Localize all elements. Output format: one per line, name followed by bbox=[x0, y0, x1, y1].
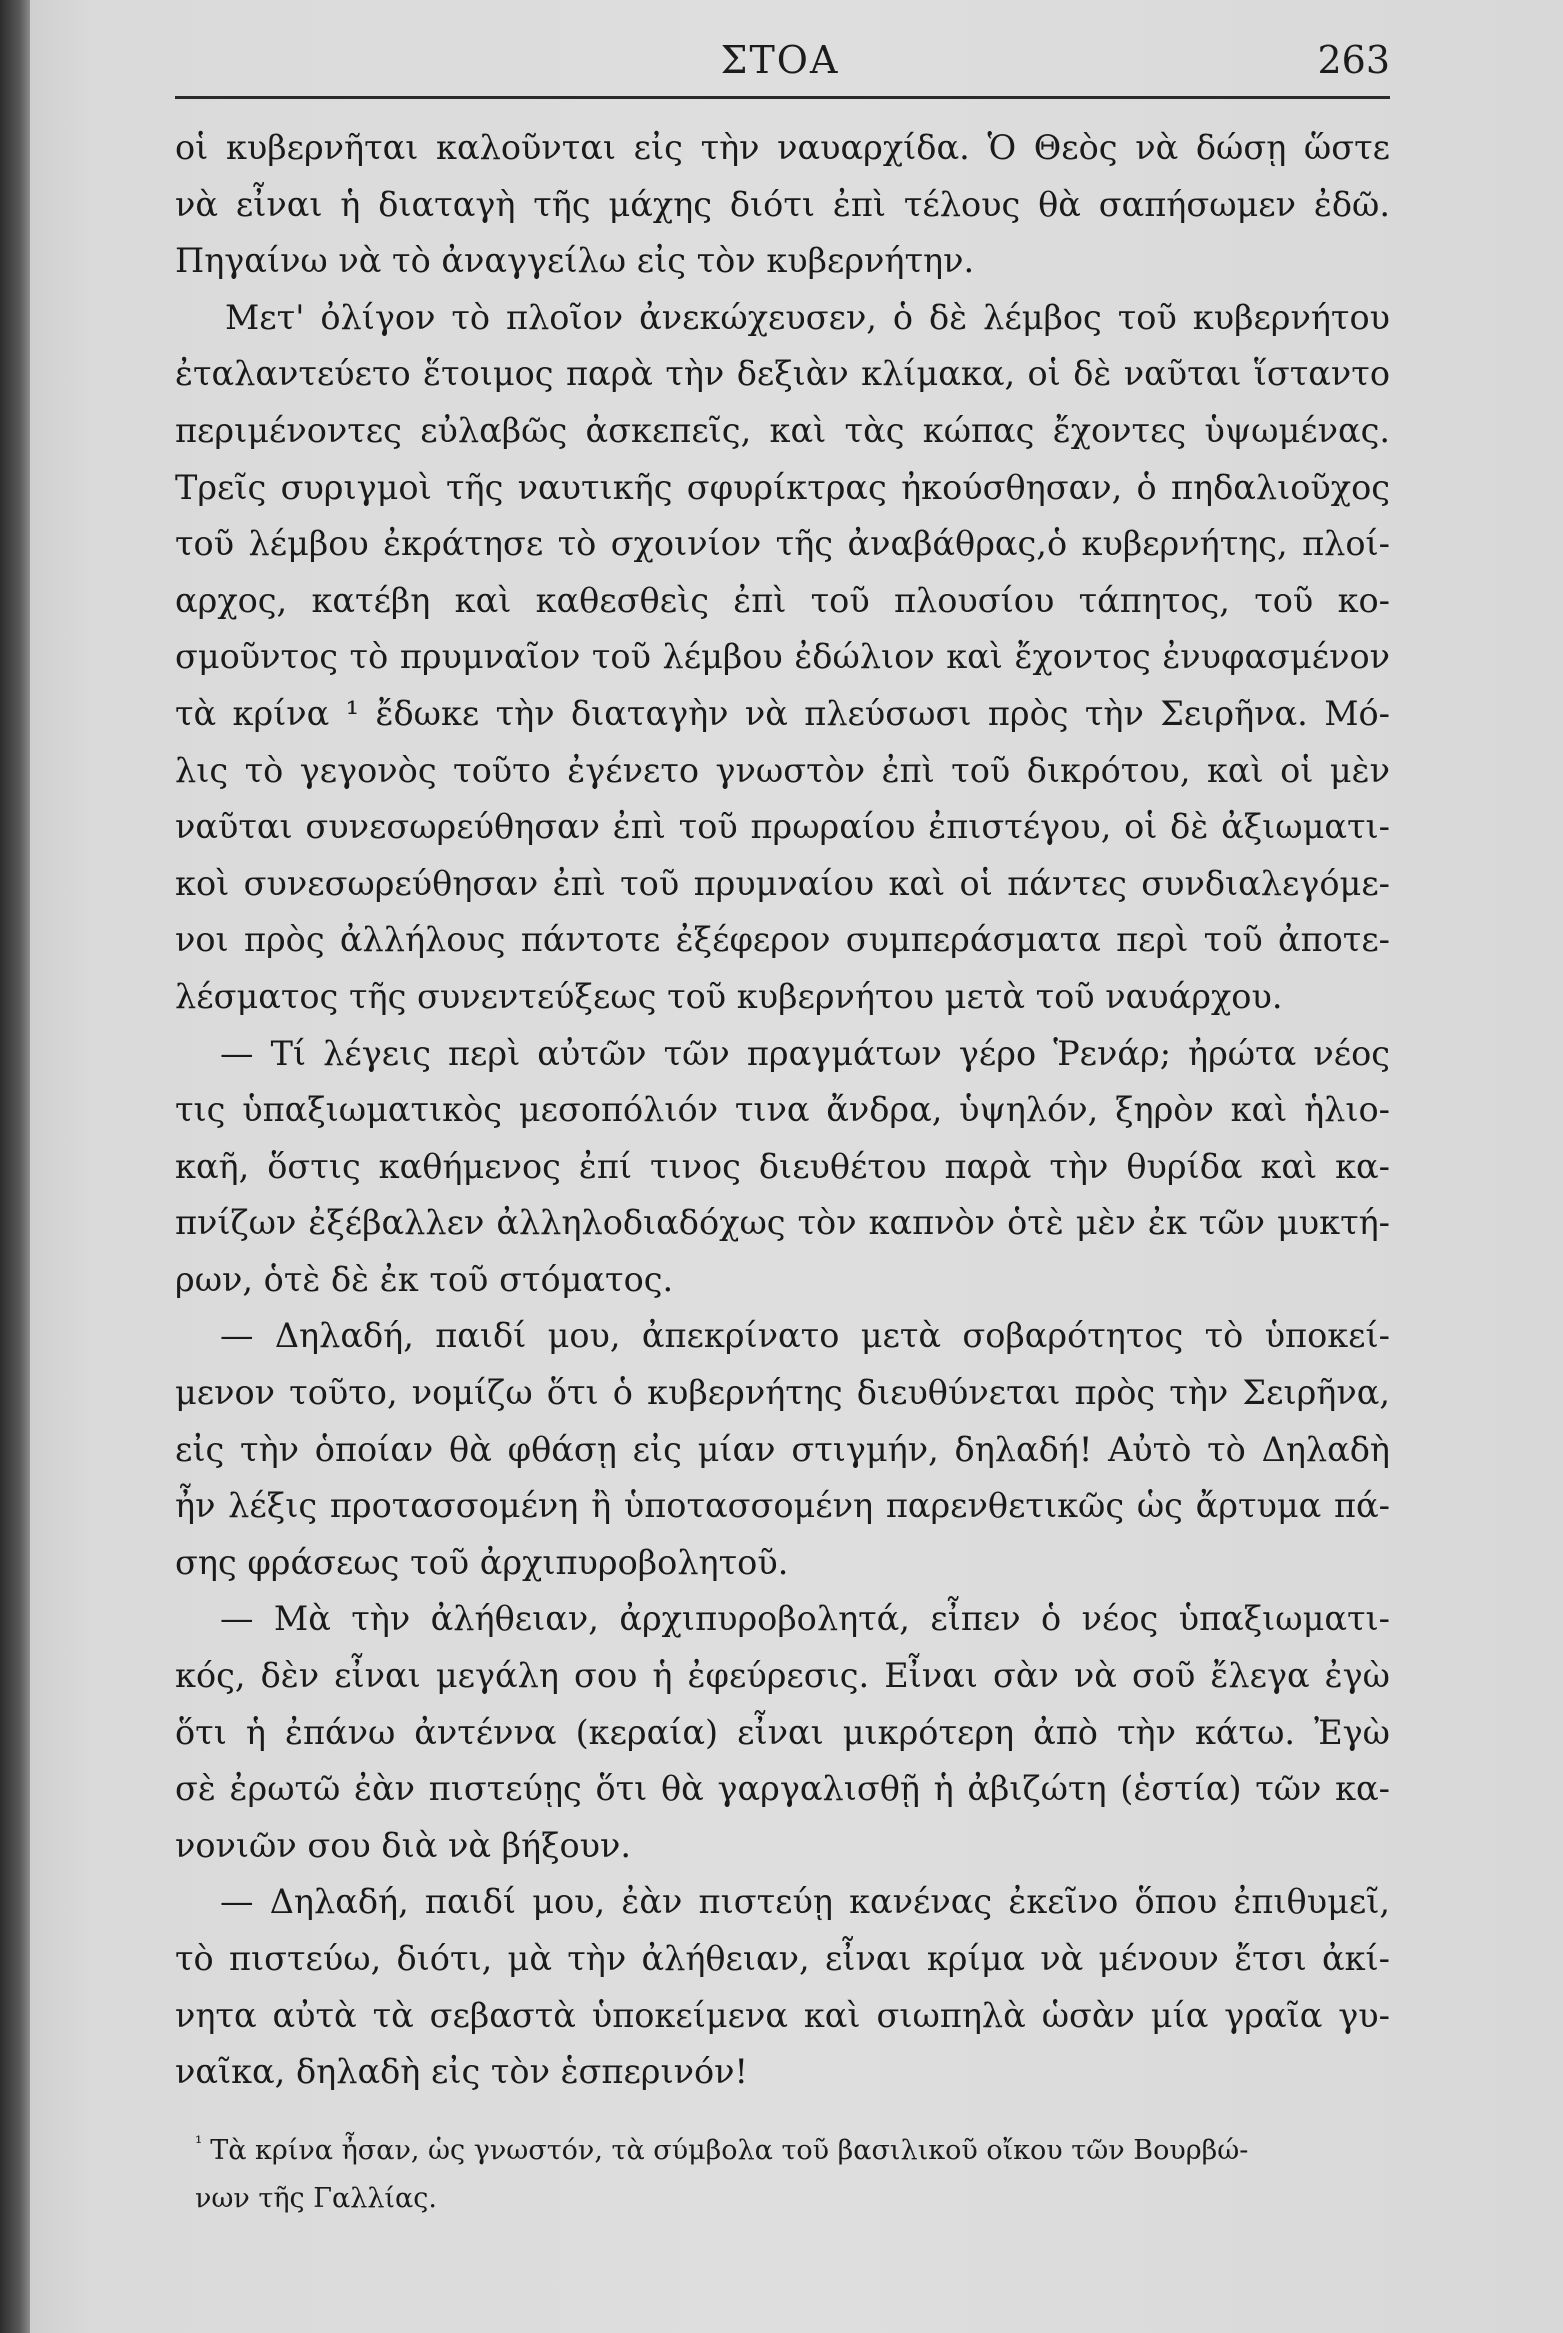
running-title: ΣΤΟΑ bbox=[720, 38, 840, 82]
text-line: ναῖκα, δηλαδὴ εἰς τὸν ἑσπερινόν! bbox=[175, 2052, 748, 2092]
text-line: πνίζων ἐξέβαλλεν ἀλληλοδιαδόχως τὸν καπνὸν ὁτὲ μὲν ἐκ τῶν μυκτή- bbox=[175, 1203, 1390, 1243]
text-line: τις ὑπαξιωματικὸς μεσοπόλιόν τινα ἄνδρα, ὑψηλόν, ξηρὸν καὶ ἡλιο- bbox=[175, 1090, 1390, 1130]
text-line: νὰ εἶναι ἡ διαταγὴ τῆς μάχης διότι ἐπὶ τέλους θὰ σαπήσωμεν ἐδῶ. bbox=[175, 184, 1390, 224]
footnote bbox=[195, 2120, 1390, 2223]
footnote-marker: ¹ bbox=[195, 2133, 203, 2154]
footnote-line: νων τῆς Γαλλίας. bbox=[195, 2183, 437, 2214]
text-line: Πηγαίνω νὰ τὸ ἀναγγείλω εἰς τὸν κυβερνήτην. bbox=[175, 241, 975, 281]
text-line: κός, δὲν εἶναι μεγάλη σου ἡ ἐφεύρεσις. Εἶναι σὰν νὰ σοῦ ἔλεγα ἐγὼ bbox=[175, 1656, 1390, 1696]
text-line: — Δηλαδή, παιδί μου, ἐὰν πιστεύῃ κανένας ἐκεῖνο ὅπου ἐπιθυμεῖ, bbox=[220, 1882, 1390, 1922]
text-line: — Δηλαδή, παιδί μου, ἀπεκρίνατο μετὰ σοβαρότητος τὸ ὑποκεί- bbox=[220, 1316, 1390, 1356]
footnote-text: Τὰ κρίνα ἦσαν, ὡς γνωστόν, τὰ σύμβολα τοῦ βασιλικοῦ οἴκου τῶν Βουρβώ- bbox=[210, 2135, 1249, 2166]
text-line: νητα αὐτὰ τὰ σεβαστὰ ὑποκείμενα καὶ σιωπηλὰ ὡσὰν μία γραῖα γυ- bbox=[175, 1995, 1390, 2035]
text-line: — Τί λέγεις περὶ αὐτῶν τῶν πραγμάτων γέρο Ῥενάρ; ἠρώτα νέος bbox=[220, 1033, 1390, 1073]
text-line: τὸ πιστεύω, διότι, μὰ τὴν ἀλήθειαν, εἶναι κρίμα νὰ μένουν ἔτσι ἀκί- bbox=[175, 1939, 1390, 1978]
text-line: νονιῶν σου διὰ νὰ βήξουν. bbox=[175, 1825, 632, 1865]
text-line: οἱ κυβερνῆται καλοῦνται εἰς τὴν ναυαρχίδα. Ὁ Θεὸς νὰ δώσῃ ὥστε bbox=[175, 128, 1390, 167]
text-line: τοῦ λέμβου ἐκράτησε τὸ σχοινίον τῆς ἀναβάθρας,ὁ κυβερνήτης, πλοί- bbox=[175, 524, 1390, 564]
text-line: λις τὸ γεγονὸς τοῦτο ἐγένετο γνωστὸν ἐπὶ τοῦ δικρότου, καὶ οἱ μὲν bbox=[175, 750, 1390, 790]
page-header bbox=[170, 38, 1390, 98]
text-line: αρχος, κατέβη καὶ καθεσθεὶς ἐπὶ τοῦ πλουσίου τάπητος, τοῦ κο- bbox=[175, 580, 1390, 620]
text-line: μενον τοῦτο, νομίζω ὅτι ὁ κυβερνήτης διευθύνεται πρὸς τὴν Σειρῆνα, bbox=[175, 1373, 1390, 1413]
text-line: — Μὰ τὴν ἀλήθειαν, ἀρχιπυροβολητά, εἶπεν ὁ νέος ὑπαξιωματι- bbox=[220, 1599, 1390, 1639]
text-line: ρων, ὁτὲ δὲ ἐκ τοῦ στόματος. bbox=[175, 1259, 674, 1299]
text-line: ἐταλαντεύετο ἕτοιμος παρὰ τὴν δεξιὰν κλίμακα, οἱ δὲ ναῦται ἵσταντο bbox=[175, 354, 1390, 394]
text-line: Τρεῖς συριγμοὶ τῆς ναυτικῆς σφυρίκτρας ἠκούσθησαν, ὁ πηδαλιοῦχος bbox=[175, 467, 1390, 507]
page-number: 263 bbox=[1317, 38, 1390, 82]
text-line: νοι πρὸς ἀλλήλους πάντοτε ἐξέφερον συμπεράσματα περὶ τοῦ ἀποτε- bbox=[175, 920, 1390, 960]
body-text bbox=[175, 120, 1390, 2101]
text-line: Μετ' ὀλίγον τὸ πλοῖον ἀνεκώχευσεν, ὁ δὲ λέμβος τοῦ κυβερνήτου bbox=[225, 297, 1390, 337]
text-line: ὅτι ἡ ἐπάνω ἀντέννα (κεραία) εἶναι μικρότερη ἀπὸ τὴν κάτω. Ἐγὼ bbox=[175, 1712, 1390, 1752]
text-line: καῆ, ὅστις καθήμενος ἐπί τινος διευθέτου παρὰ τὴν θυρίδα καὶ κα- bbox=[175, 1146, 1390, 1186]
text-line: σμοῦντος τὸ πρυμναῖον τοῦ λέμβου ἐδώλιον καὶ ἔχοντος ἐνυφασμένον bbox=[175, 637, 1390, 677]
text-line: τὰ κρίνα ¹ ἔδωκε τὴν διαταγὴν νὰ πλεύσωσι πρὸς τὴν Σειρῆνα. Μό- bbox=[175, 693, 1390, 733]
text-line: περιμένοντες εὐλαβῶς ἀσκεπεῖς, καὶ τὰς κώπας ἔχοντες ὑψωμένας. bbox=[175, 410, 1390, 450]
text-line: σὲ ἐρωτῶ ἐὰν πιστεύῃς ὅτι θὰ γαργαλισθῇ ἡ ἀβιζώτη (ἑστία) τῶν κα- bbox=[175, 1769, 1390, 1809]
text-line: λέσματος τῆς συνεντεύξεως τοῦ κυβερνήτου μετὰ τοῦ ναυάρχου. bbox=[175, 976, 1283, 1016]
text-line: εἰς τὴν ὁποίαν θὰ φθάσῃ εἰς μίαν στιγμήν, δηλαδή! Αὐτὸ τὸ Δηλαδὴ bbox=[175, 1429, 1390, 1469]
text-line: κοὶ συνεσωρεύθησαν ἐπὶ τοῦ πρυμναίου καὶ οἱ πάντες συνδιαλεγόμε- bbox=[175, 863, 1390, 903]
text-line: ναῦται συνεσωρεύθησαν ἐπὶ τοῦ πρωραίου ἐπιστέγου, οἱ δὲ ἀξιωματι- bbox=[175, 807, 1390, 847]
text-line: ἦν λέξις προτασσομένη ἢ ὑποτασσομένη παρενθετικῶς ὡς ἄρτυμα πά- bbox=[175, 1486, 1390, 1526]
footnote-line bbox=[195, 2120, 1390, 2175]
header-rule bbox=[175, 96, 1390, 99]
text-line: σης φράσεως τοῦ ἀρχιπυροβολητοῦ. bbox=[175, 1542, 789, 1582]
